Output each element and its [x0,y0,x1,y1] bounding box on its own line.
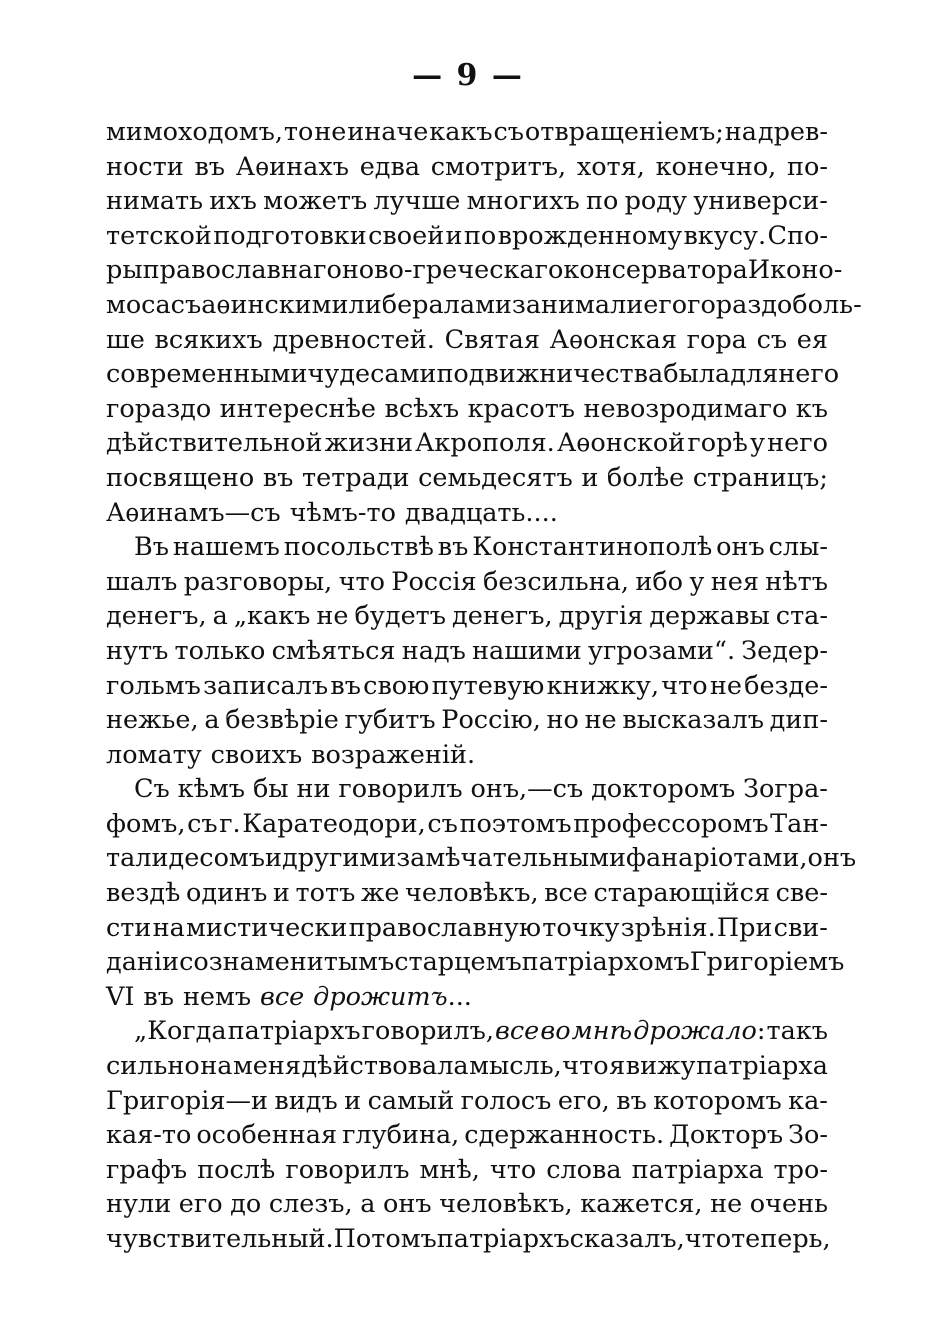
text-line [106,1049,828,1084]
word: путевую [431,670,545,701]
word: во [540,1016,571,1047]
word: врожденному [497,220,683,251]
word: поэтомъ [459,808,572,839]
word: въ [194,151,226,182]
word: Аѳонская [549,324,677,355]
text-line [106,669,828,704]
text-line [106,184,828,219]
word: а [212,601,228,632]
word: вкусу. [683,220,767,251]
word: такъ [766,1016,828,1047]
word: моса [106,289,171,320]
word: но [546,705,579,736]
word: Зо- [788,1120,828,1151]
word: не [584,705,617,736]
word: Зогра- [743,774,828,805]
word: съ [493,117,524,147]
word: вездѣ [106,878,181,909]
word: говорилъ [338,774,463,805]
word: Зедер- [741,635,828,666]
word: ности [106,151,184,182]
word: что [684,1224,732,1254]
text-line [106,1187,828,1222]
text-line [106,772,828,807]
word: только [174,635,266,666]
word: онъ [807,843,857,874]
text-line [106,945,845,980]
word: роду [624,186,687,217]
word: державы [649,601,770,632]
word: всѣхъ [384,393,460,424]
word: Съ [134,774,170,805]
word: въ [437,532,469,563]
word: высказалъ [622,705,764,736]
word: Докторъ [669,1120,784,1151]
word: сдержанность. [464,1120,665,1151]
word: въ [262,462,294,493]
text-line [106,1153,828,1188]
word: тро- [773,1154,828,1185]
text-line [106,1222,831,1257]
text-line [106,841,857,876]
word: тетради [302,462,410,493]
word: едва [359,151,421,182]
word: старцемъ [394,947,522,978]
word: талидесомъ [106,843,265,874]
word: по [585,186,619,217]
word: его [643,289,688,320]
word: всякихъ [154,324,263,355]
word: очень [749,1189,828,1220]
word: и [344,1085,362,1116]
word: докторомъ [591,774,736,805]
word: его, [557,1085,610,1116]
text-line [106,634,828,669]
word: на [152,912,185,943]
word: и [581,462,599,493]
word: VI [106,981,135,1012]
word: теперь, [731,1224,831,1254]
word: онъ [716,532,765,563]
word: Въ [134,532,169,563]
word: меня [232,1051,301,1082]
word: тотъ [295,878,356,909]
word: я [609,1051,626,1082]
word: Святая [444,324,540,355]
word: надъ [401,635,466,666]
word: и [445,220,463,251]
word: красотъ [467,393,576,424]
word: послѣ [197,1154,276,1185]
text-line [106,599,828,634]
word: съ [187,808,218,839]
word: была [663,359,731,390]
word: ибо [635,566,684,597]
word: сказалъ, [569,1224,685,1254]
word: графъ [106,1154,188,1185]
word: болѣе [606,462,685,493]
word: „какъ [233,601,311,632]
text-line [106,426,828,461]
word: же [360,878,400,909]
word: говорилъ, [361,1016,494,1047]
word: г. [219,808,241,839]
text-line [106,980,828,1015]
word: либералами [348,289,512,320]
word: старающійся [593,878,771,909]
word: смѣяться [271,635,396,666]
word: записалъ [203,670,329,701]
word: будетъ [354,601,446,632]
word: нашемъ [172,532,280,563]
word: слова [546,1154,622,1185]
word: Тан- [770,808,828,839]
word: посвящено [106,462,255,493]
word: него [778,359,840,390]
word: а [204,705,220,736]
word: слы- [768,532,828,563]
word: Спо- [767,220,828,251]
word: у [689,566,705,597]
text-line [106,1084,828,1119]
word: ста- [775,601,828,632]
text-line [106,911,828,946]
word: двадцать.... [404,497,558,528]
word: ново-греческаго [341,255,564,286]
word: его [178,1189,223,1220]
word: своихъ [210,739,303,770]
word: кажется, [580,1189,703,1220]
word: мистически [186,912,348,943]
word: фанаріотами, [626,843,808,874]
word: шалъ [106,566,178,597]
word: вижу [625,1051,696,1082]
body-text [106,115,862,1257]
text-line [106,703,828,738]
text-line [106,392,828,427]
word: человѣкъ, [405,878,539,909]
word: подготовки [213,220,367,251]
word: что [338,566,385,597]
text-line [106,357,840,392]
word: Акрополя. [415,428,555,459]
word: слезъ, [268,1189,353,1220]
word: которомъ [653,1085,782,1116]
word: страницъ; [692,462,828,493]
word: Потомъ [333,1224,437,1254]
word: и [272,878,290,909]
page-number: — 9 — [412,58,524,93]
word: чѣмъ-то [289,497,396,528]
word: многихъ [466,186,580,217]
word: нежье, [106,705,199,736]
word: безвѣріе [225,705,339,736]
word: голосъ [460,1085,552,1116]
word: въ [143,981,175,1012]
word: патріархомъ [521,947,690,978]
word: ихъ [209,186,257,217]
word: кая-то [106,1120,192,1151]
word: хотя, [576,151,645,182]
word: все [544,878,588,909]
word: онъ [382,1189,432,1220]
word: кѣмъ [177,774,246,805]
word: губитъ [344,705,436,736]
word: православнаго [142,255,342,286]
word: чувствительный. [106,1224,334,1254]
word: не [316,601,349,632]
word: патріарха [631,1154,764,1185]
word: немъ [182,981,252,1012]
word: невозродимаго [583,393,788,424]
word: не [709,670,742,701]
word: Аѳинамъ—съ [106,497,281,528]
word: фомъ, [106,808,186,839]
word: подвижничества [436,359,664,390]
word: дип- [769,705,828,736]
word: знаменитымъ [208,947,395,978]
word: дрожитъ... [313,981,472,1012]
word: дрожало: [633,1016,766,1047]
word: ры [106,255,143,286]
word: дѣйствительной [106,428,323,459]
word: боль- [792,289,862,320]
word: отвращеніемъ; [524,117,724,147]
word: семьдесятъ [418,462,573,493]
text-line [106,288,862,323]
word: возраженій. [311,739,476,770]
word: человѣкъ, [439,1189,573,1220]
word: гораздо [106,393,212,424]
word: сви- [773,912,828,943]
word: все [495,1016,540,1047]
word: мимоходомъ, [106,117,283,147]
text-line [106,219,828,254]
word: точку [542,912,620,943]
text-line [106,253,843,288]
word: патріарха [696,1051,828,1082]
word: древностей. [272,324,435,355]
word: по [463,220,497,251]
word: При [716,912,773,943]
text-line [106,496,828,531]
text-line [106,150,828,185]
word: денегъ, [452,601,553,632]
text-line [106,461,828,496]
word: денегъ, [106,601,207,632]
word: православную [348,912,542,943]
word: ше [106,324,145,355]
word: ни [296,774,331,805]
word: на [200,1051,233,1082]
word: нимать [106,186,204,217]
text-line [106,530,828,565]
word: консерватора [563,255,748,286]
word: особенная [196,1120,338,1151]
word: къ [795,393,828,424]
word: съ [170,289,202,320]
word: не [314,117,347,147]
word: видъ [274,1085,338,1116]
word: Иконо- [747,255,843,286]
word: на [724,117,757,147]
word: не [710,1189,743,1220]
word: что [562,1051,609,1082]
word: иначе [347,117,429,147]
word: у [750,428,766,459]
word: занимали [511,289,644,320]
word: до [230,1189,262,1220]
word: какъ [429,117,493,147]
text-line [106,1014,828,1049]
word: свою [363,670,430,701]
text-line [106,565,828,600]
word: что [661,670,708,701]
word: смотритъ, [430,151,567,182]
word: „Когда [134,1016,227,1047]
word: говорилъ [285,1154,410,1185]
word: безсильна, [482,566,629,597]
word: универси- [693,186,828,217]
word: современными [106,359,308,390]
word: книжку, [546,670,660,701]
word: жизни [324,428,413,459]
word: другія [558,601,644,632]
word: что [489,1154,537,1185]
word: замѣчательными [396,843,627,874]
word: сильно [106,1051,200,1082]
word: все [260,981,305,1012]
word: Каратеодори, [242,808,426,839]
word: дѣйствовала [301,1051,469,1082]
word: со [179,947,209,978]
word: нутъ [106,635,169,666]
word: посольствѣ [283,532,434,563]
text-line [106,1118,828,1153]
word: Константинополѣ [472,532,713,563]
word: тетской [106,220,212,251]
word: то [283,117,314,147]
word: безде- [744,670,828,701]
word: ка- [788,1085,828,1116]
word: а [360,1189,376,1220]
word: патріархъ [436,1224,570,1254]
word: бы [252,774,289,805]
word: нея [710,566,759,597]
text-line [106,738,828,773]
text-line [106,323,828,358]
word: по- [787,151,828,182]
text-line [106,807,828,842]
word: нашими [472,635,582,666]
word: самый [367,1085,455,1116]
word: патріархъ [227,1016,361,1047]
word: него [767,428,828,459]
word: чудесами [307,359,437,390]
word: даніи [106,947,180,978]
word: сти [106,912,152,943]
word: древ- [757,117,828,147]
word: Россія [391,566,477,597]
word: въ [616,1085,647,1116]
word: Россію, [441,705,541,736]
word: ломату [106,739,202,770]
word: профессоромъ [573,808,769,839]
word: и [265,843,282,874]
word: горѣ [687,428,748,459]
word: мысль, [469,1051,562,1082]
word: ея [796,324,828,355]
word: гольмъ [106,670,201,701]
word: нѣтъ [765,566,828,597]
word: своей [368,220,445,251]
word: конечно, [655,151,777,182]
word: мнѣ [571,1016,633,1047]
word: аѳинскими [201,289,349,320]
word: разговоры, [183,566,333,597]
word: гораздо [687,289,793,320]
text-line [106,876,828,911]
text-line [106,115,828,150]
word: въ [330,670,361,701]
word: угрозами“. [587,635,736,666]
word: лучше [373,186,461,217]
word: интереснѣе [219,393,377,424]
word: для [730,359,779,390]
word: Григорія—и [106,1085,268,1116]
word: другими [282,843,397,874]
word: съ [756,324,788,355]
word: одинъ [186,878,268,909]
word: Аѳинахъ [235,151,349,182]
word: съ [427,808,458,839]
word: зрѣнія. [620,912,716,943]
word: гора [686,324,747,355]
word: можетъ [263,186,368,217]
word: нули [106,1189,172,1220]
word: Григоріемъ [689,947,845,978]
word: све- [775,878,828,909]
word: глубина, [342,1120,460,1151]
word: онъ,—съ [470,774,584,805]
word: Аѳонской [556,428,686,459]
word: мнѣ, [419,1154,480,1185]
